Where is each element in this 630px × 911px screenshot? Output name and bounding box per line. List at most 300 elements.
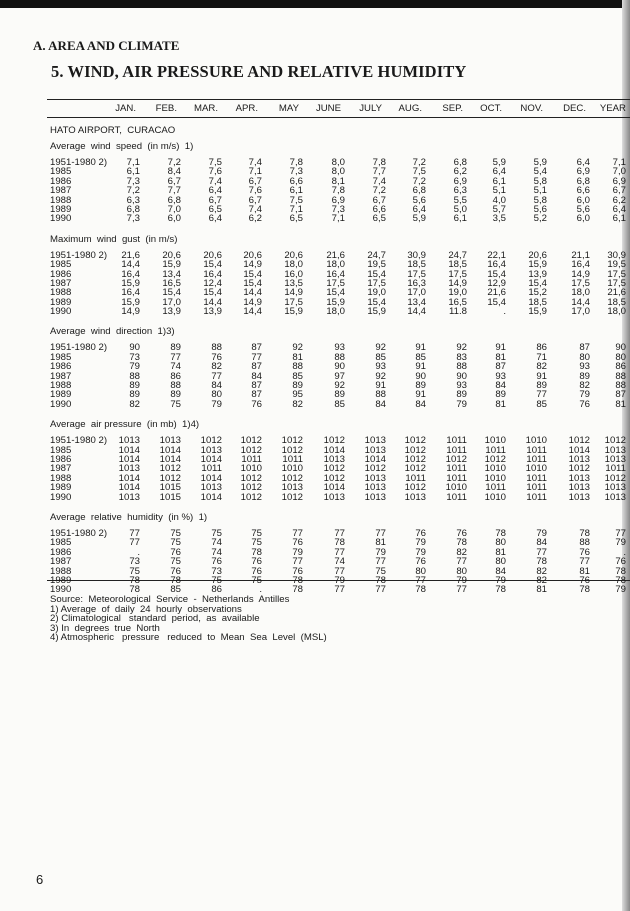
table-cell: 78 (415, 584, 426, 596)
table-cell: 19,0 (367, 287, 386, 299)
table-cell: 15,4 (487, 268, 506, 280)
table-cell: 6,9 (576, 166, 590, 178)
table-cell: 1012 (323, 463, 345, 475)
table-cell: 89 (536, 380, 547, 392)
table-cell: 78 (334, 537, 345, 549)
table-cell: 76 (579, 398, 590, 410)
column-header-row (50, 102, 630, 115)
table-cell: 1013 (364, 472, 386, 484)
table-cell: 18,0 (326, 259, 345, 271)
table-cell: 89 (129, 389, 140, 401)
row-label: 1986 (50, 453, 72, 465)
table-cell: 6,1 (453, 213, 467, 225)
table-cell: 1014 (364, 453, 386, 465)
table-cell: 76 (211, 556, 222, 568)
table-cell: 7,2 (126, 185, 140, 197)
table-cell: 5,9 (533, 157, 547, 168)
table-cell: 18,5 (407, 259, 426, 271)
table-cell: 77 (170, 351, 181, 363)
table-cell: 14,4 (407, 306, 426, 318)
table-cell: 8,4 (167, 166, 181, 178)
table-cell: 13,9 (528, 268, 547, 280)
table-cell: 1012 (604, 472, 626, 484)
table-cell: 7,1 (289, 203, 303, 215)
table-cell: 91 (415, 361, 426, 373)
table-cell: 89 (170, 342, 181, 354)
table-cell: 91 (375, 380, 386, 392)
table-cell: 1013 (323, 453, 345, 465)
table-cell: 80 (495, 556, 506, 568)
table-cell: 7,1 (612, 157, 626, 168)
table-cell: 6,2 (453, 166, 467, 178)
table-cell: 16,4 (203, 268, 222, 280)
table-row (50, 400, 630, 409)
table-cell: 1013 (568, 491, 590, 503)
table-cell: 5,6 (576, 203, 590, 215)
table-cell: 81 (495, 351, 506, 363)
table-cell: 74 (170, 361, 181, 373)
table-cell: 15,4 (367, 268, 386, 280)
table-cell: 1012 (240, 444, 262, 456)
table-cell: 12,9 (487, 277, 506, 289)
page-number: 6 (36, 872, 44, 887)
row-label: 1985 (50, 537, 72, 549)
row-label: 1987 (50, 370, 72, 382)
table-cell: 85 (292, 370, 303, 382)
table-cell: 90 (415, 370, 426, 382)
table-cell: 1014 (200, 453, 222, 465)
table-cell: 7,4 (248, 157, 262, 168)
table-cell: 77 (251, 351, 262, 363)
row-label: 1951-1980 2) (50, 342, 108, 354)
table-cell: 75 (251, 537, 262, 549)
table-cell: 78 (129, 584, 140, 596)
table-cell: 1010 (240, 463, 262, 475)
table-cell: 5,8 (533, 194, 547, 206)
table-cell: 13,4 (407, 296, 426, 308)
table-cell: 79 (211, 398, 222, 410)
table-cell: 77 (334, 546, 345, 558)
table-cell: 75 (251, 527, 262, 539)
table-cell: 78 (579, 527, 590, 539)
table-cell: 15,9 (528, 259, 547, 271)
table-cell: 1014 (159, 444, 181, 456)
column-header: YEAR (599, 103, 626, 114)
table-cell: 5,2 (533, 213, 547, 225)
table-cell: 84 (415, 398, 426, 410)
row-label: 1990 (50, 213, 72, 225)
table-cell: 17,0 (571, 306, 590, 318)
table-cell: 6,3 (126, 194, 140, 206)
table-cell: 19,5 (607, 259, 626, 271)
table-cell: 7,3 (289, 166, 303, 178)
table-cell: 17,5 (326, 277, 345, 289)
table-cell: 1012 (240, 482, 262, 494)
table-cell: 86 (170, 370, 181, 382)
block-caption: Average wind speed (in m/s) 1) (50, 141, 194, 152)
table-cell: 93 (579, 361, 590, 373)
table-cell: 21,6 (487, 287, 506, 299)
table-cell: 1013 (281, 482, 303, 494)
table-cell: 78 (292, 584, 303, 596)
station-name: HATO AIRPORT, CURACAO (50, 125, 176, 136)
table-cell: 1011 (526, 453, 547, 465)
table-cell: 21,6 (121, 249, 140, 261)
table-cell: 14,4 (243, 287, 262, 299)
table-cell: 87 (495, 361, 506, 373)
table-cell: 75 (375, 565, 386, 577)
table-cell: 15,4 (367, 296, 386, 308)
table-cell: 1011 (446, 444, 467, 456)
table-cell: 89 (334, 389, 345, 401)
table-cell: 7,2 (412, 157, 426, 168)
table-cell: 88 (579, 537, 590, 549)
table-cell: 81 (579, 565, 590, 577)
table-cell: 30,9 (607, 249, 626, 261)
row-spacer (50, 316, 630, 323)
table-cell: 20,6 (528, 249, 547, 261)
table-cell: 1012 (404, 482, 426, 494)
table-cell: 6,8 (167, 194, 181, 206)
table-cell: 87 (251, 380, 262, 392)
row-label: 1989 (50, 389, 72, 401)
table-cell: 17,5 (607, 268, 626, 280)
table-cell: 1012 (364, 463, 386, 475)
table-cell: 7,8 (331, 185, 345, 197)
table-cell: 82 (579, 380, 590, 392)
column-header: JULY (359, 103, 382, 114)
table-cell: 79 (334, 574, 345, 586)
table-cell: 1015 (159, 491, 181, 503)
table-cell: 89 (579, 370, 590, 382)
table-cell: 92 (375, 342, 386, 354)
table-cell: 15,2 (528, 287, 547, 299)
table-cell: 5,6 (412, 194, 426, 206)
table-cell: 1011 (405, 472, 426, 484)
table-cell: 6,4 (492, 166, 506, 178)
table-cell: 1013 (200, 444, 222, 456)
table-cell: 16,4 (121, 268, 140, 280)
table-cell: 14,4 (121, 259, 140, 271)
table-cell: 1010 (484, 472, 506, 484)
table-cell: 7,2 (372, 185, 386, 197)
table-cell: 7,4 (248, 203, 262, 215)
row-label: 1988 (50, 287, 72, 299)
table-cell: 15,9 (121, 277, 140, 289)
table-cell: 93 (456, 380, 467, 392)
table-cell: 1012 (404, 463, 426, 475)
table-cell: 3,5 (492, 213, 506, 225)
table-cell: 1011 (526, 472, 547, 484)
table-cell: 17,0 (162, 296, 181, 308)
row-label: 1985 (50, 444, 72, 456)
table-cell: 7,8 (289, 157, 303, 168)
table-cell: . (259, 584, 262, 596)
table-cell: 77 (129, 527, 140, 539)
column-header: JAN. (115, 103, 136, 114)
table-cell: 6,9 (331, 194, 345, 206)
table-cell: 78 (456, 537, 467, 549)
table-cell: 81 (495, 546, 506, 558)
row-label: 1988 (50, 565, 72, 577)
table-cell: 89 (170, 389, 181, 401)
table-cell: 1011 (526, 482, 547, 494)
table-cell: 1012 (323, 472, 345, 484)
table-cell: 7,1 (331, 213, 345, 225)
table-cell: 1012 (281, 435, 303, 447)
table-cell: 79 (415, 537, 426, 549)
table-cell: 88 (292, 361, 303, 373)
table-cell: 82 (536, 361, 547, 373)
table-cell: 1013 (364, 435, 386, 447)
table-cell: 83 (456, 351, 467, 363)
section-heading: A. AREA AND CLIMATE (33, 38, 180, 53)
table-cell: 75 (170, 556, 181, 568)
block-caption: Maximum wind gust (in m/s) (50, 233, 178, 245)
table-cell: 6,5 (372, 213, 386, 225)
table-cell: 77 (334, 584, 345, 596)
table-cell: 77 (456, 584, 467, 596)
table-cell: 1015 (159, 482, 181, 494)
table-cell: 20,6 (203, 249, 222, 261)
table-cell: . (503, 306, 506, 318)
column-header: FEB. (155, 103, 177, 114)
table-cell: 82 (129, 398, 140, 410)
table-cell: 81 (615, 398, 626, 410)
table-cell: 91 (495, 342, 506, 354)
table-cell: 20,6 (284, 249, 303, 261)
table-cell: 77 (615, 527, 626, 539)
row-label: 1986 (50, 546, 72, 558)
table-cell: 85 (536, 398, 547, 410)
table-cell: 75 (129, 565, 140, 577)
table-cell: 17,5 (367, 277, 386, 289)
row-label: 1951-1980 2) (50, 157, 108, 168)
table-cell: 17,5 (407, 268, 426, 280)
table-cell: 79 (292, 546, 303, 558)
table-cell: 16,4 (326, 268, 345, 280)
table-cell: 6,2 (612, 194, 626, 206)
table-cell: 1012 (404, 435, 426, 447)
table-cell: 7,6 (208, 166, 222, 178)
table-cell: 6,8 (126, 203, 140, 215)
table-cell: 78 (251, 546, 262, 558)
table-cell: 1013 (604, 453, 626, 465)
table-cell: 15,4 (243, 268, 262, 280)
table-cell: 84 (495, 380, 506, 392)
table-cell: 18,5 (607, 296, 626, 308)
table-cell: 87 (251, 361, 262, 373)
table-cell: 21,1 (571, 249, 590, 261)
table-cell: 1011 (446, 463, 467, 475)
table-cell: 15,9 (326, 296, 345, 308)
row-label: 1986 (50, 175, 72, 187)
table-cell: 6,5 (208, 203, 222, 215)
table-cell: 1013 (118, 491, 140, 503)
table-cell: 90 (456, 370, 467, 382)
table-cell: 1012 (240, 435, 262, 447)
table-cell: 16,3 (407, 277, 426, 289)
table-cell: 6,7 (612, 185, 626, 197)
table-cell: 15,4 (203, 287, 222, 299)
row-label: 1989 (50, 574, 72, 586)
table-cell: 92 (334, 380, 345, 392)
table-cell: 79 (615, 537, 626, 549)
table-cell: 15,9 (162, 259, 181, 271)
table-cell: 13,9 (203, 306, 222, 318)
table-body (50, 141, 630, 602)
table-cell: 14,9 (448, 277, 467, 289)
table-cell: 1013 (604, 444, 626, 456)
table-cell: 5,4 (533, 166, 547, 178)
table-cell: 20,6 (243, 249, 262, 261)
table-cell: 6,6 (372, 203, 386, 215)
table-cell: 77 (292, 527, 303, 539)
table-cell: 1012 (240, 472, 262, 484)
table-cell: 1011 (485, 482, 506, 494)
table-cell: 92 (292, 342, 303, 354)
row-label: 1985 (50, 166, 72, 178)
table-cell: 77 (536, 389, 547, 401)
block-caption: Average relative humidity (in %) 1) (50, 511, 208, 523)
table-cell: 1011 (282, 453, 303, 465)
table-cell: 1011 (446, 491, 467, 503)
table-cell: 1012 (159, 463, 181, 475)
table-cell: 11.8 (449, 306, 467, 318)
footnote-line: 3) In degrees true North (50, 622, 160, 634)
table-cell: 7,5 (208, 157, 222, 168)
table-cell: 1013 (118, 463, 140, 475)
table-cell: 87 (615, 389, 626, 401)
table-cell: 73 (211, 565, 222, 577)
table-cell: 1010 (525, 435, 547, 447)
table-cell: 90 (129, 342, 140, 354)
row-label: 1989 (50, 203, 72, 215)
table-cell: 15,4 (528, 277, 547, 289)
table-cell: 92 (375, 370, 386, 382)
table-cell: 6,6 (289, 175, 303, 187)
table-row (50, 214, 630, 223)
table-cell: 88 (456, 361, 467, 373)
table-cell: 84 (211, 380, 222, 392)
table-cell: 1013 (200, 482, 222, 494)
table-cell: 75 (170, 527, 181, 539)
table-cell: . (623, 546, 626, 558)
table-cell: 86 (536, 342, 547, 354)
table-cell: 6,0 (167, 213, 181, 225)
table-cell: 15,9 (528, 306, 547, 318)
table-cell: 88 (129, 370, 140, 382)
table-cell: 81 (375, 537, 386, 549)
table-cell: 90 (334, 361, 345, 373)
table-cell: 1010 (484, 491, 506, 503)
footnotes (50, 595, 327, 643)
table-cell: 1010 (525, 463, 547, 475)
table-cell: 84 (375, 398, 386, 410)
table-cell: 14,9 (571, 268, 590, 280)
table-cell: 17,5 (284, 296, 303, 308)
table-cell: 1014 (118, 453, 140, 465)
table-cell: 7,3 (331, 203, 345, 215)
table-cell: 76 (292, 537, 303, 549)
block-caption: Average wind direction 1)3) (50, 326, 175, 338)
table-cell: 8,1 (331, 175, 345, 187)
table-cell: 77 (536, 546, 547, 558)
table-cell: 6,4 (208, 213, 222, 225)
table-cell: 82 (211, 361, 222, 373)
table-cell: 6,1 (289, 185, 303, 197)
table-cell: 1012 (200, 435, 222, 447)
table-cell: 6,4 (612, 203, 626, 215)
table-cell: 76 (415, 556, 426, 568)
table-cell: 1013 (364, 444, 386, 456)
table-cell: 7,1 (248, 166, 262, 178)
table-cell: 89 (456, 389, 467, 401)
table-cell: 1011 (526, 444, 547, 456)
table-cell: 78 (292, 574, 303, 586)
table-cell: 86 (615, 361, 626, 373)
table-cell: 6,6 (576, 185, 590, 197)
table-cell: 81 (292, 351, 303, 363)
table-cell: 1011 (446, 435, 467, 447)
table-cell: 77 (334, 527, 345, 539)
table-cell: 80 (211, 389, 222, 401)
table-cell: 1011 (201, 463, 222, 475)
table-cell: 77 (375, 527, 386, 539)
row-label: 1988 (50, 472, 72, 484)
table-cell: 6,2 (248, 213, 262, 225)
table-cell: 7,0 (167, 203, 181, 215)
table-cell: 1012 (323, 435, 345, 447)
table-cell: 17,0 (407, 287, 426, 299)
table-cell: 76 (251, 398, 262, 410)
row-label: 1987 (50, 185, 72, 197)
table-cell: 88 (334, 351, 345, 363)
table-cell: 1014 (323, 444, 345, 456)
table-cell: 13,5 (284, 277, 303, 289)
row-spacer (50, 224, 630, 231)
table-cell: 75 (211, 527, 222, 539)
table-cell: 1012 (281, 491, 303, 503)
table-cell: 1010 (484, 435, 506, 447)
table-cell: 78 (375, 574, 386, 586)
row-label: 1987 (50, 556, 72, 568)
table-cell: 79 (375, 546, 386, 558)
table-cell: 15,4 (487, 296, 506, 308)
table-cell: 1013 (118, 435, 140, 447)
table-row (50, 307, 630, 316)
block-caption: Average air pressure (in mb) 1)4) (50, 419, 200, 431)
table-cell: 73 (129, 351, 140, 363)
table-cell: 7,7 (167, 185, 181, 197)
table-cell: 6,5 (289, 213, 303, 225)
row-label: 1990 (50, 398, 72, 410)
table-cell: 17,5 (448, 268, 467, 280)
table-cell: 22,1 (487, 249, 506, 261)
table-cell: 90 (615, 342, 626, 354)
table-cell: 1013 (604, 491, 626, 503)
table-cell: 87 (251, 389, 262, 401)
footnote-line: 2) Climatological standard period, as available (50, 613, 260, 625)
row-spacer (50, 502, 630, 509)
table-cell: 5,8 (533, 175, 547, 187)
page-title: 5. WIND, AIR PRESSURE AND RELATIVE HUMIDITY (51, 62, 467, 81)
table-cell: 76 (251, 565, 262, 577)
table-cell: 5,1 (492, 185, 506, 197)
table-cell: 7,6 (248, 185, 262, 197)
table-cell: 14,4 (571, 296, 590, 308)
table-cell: 15,4 (162, 287, 181, 299)
